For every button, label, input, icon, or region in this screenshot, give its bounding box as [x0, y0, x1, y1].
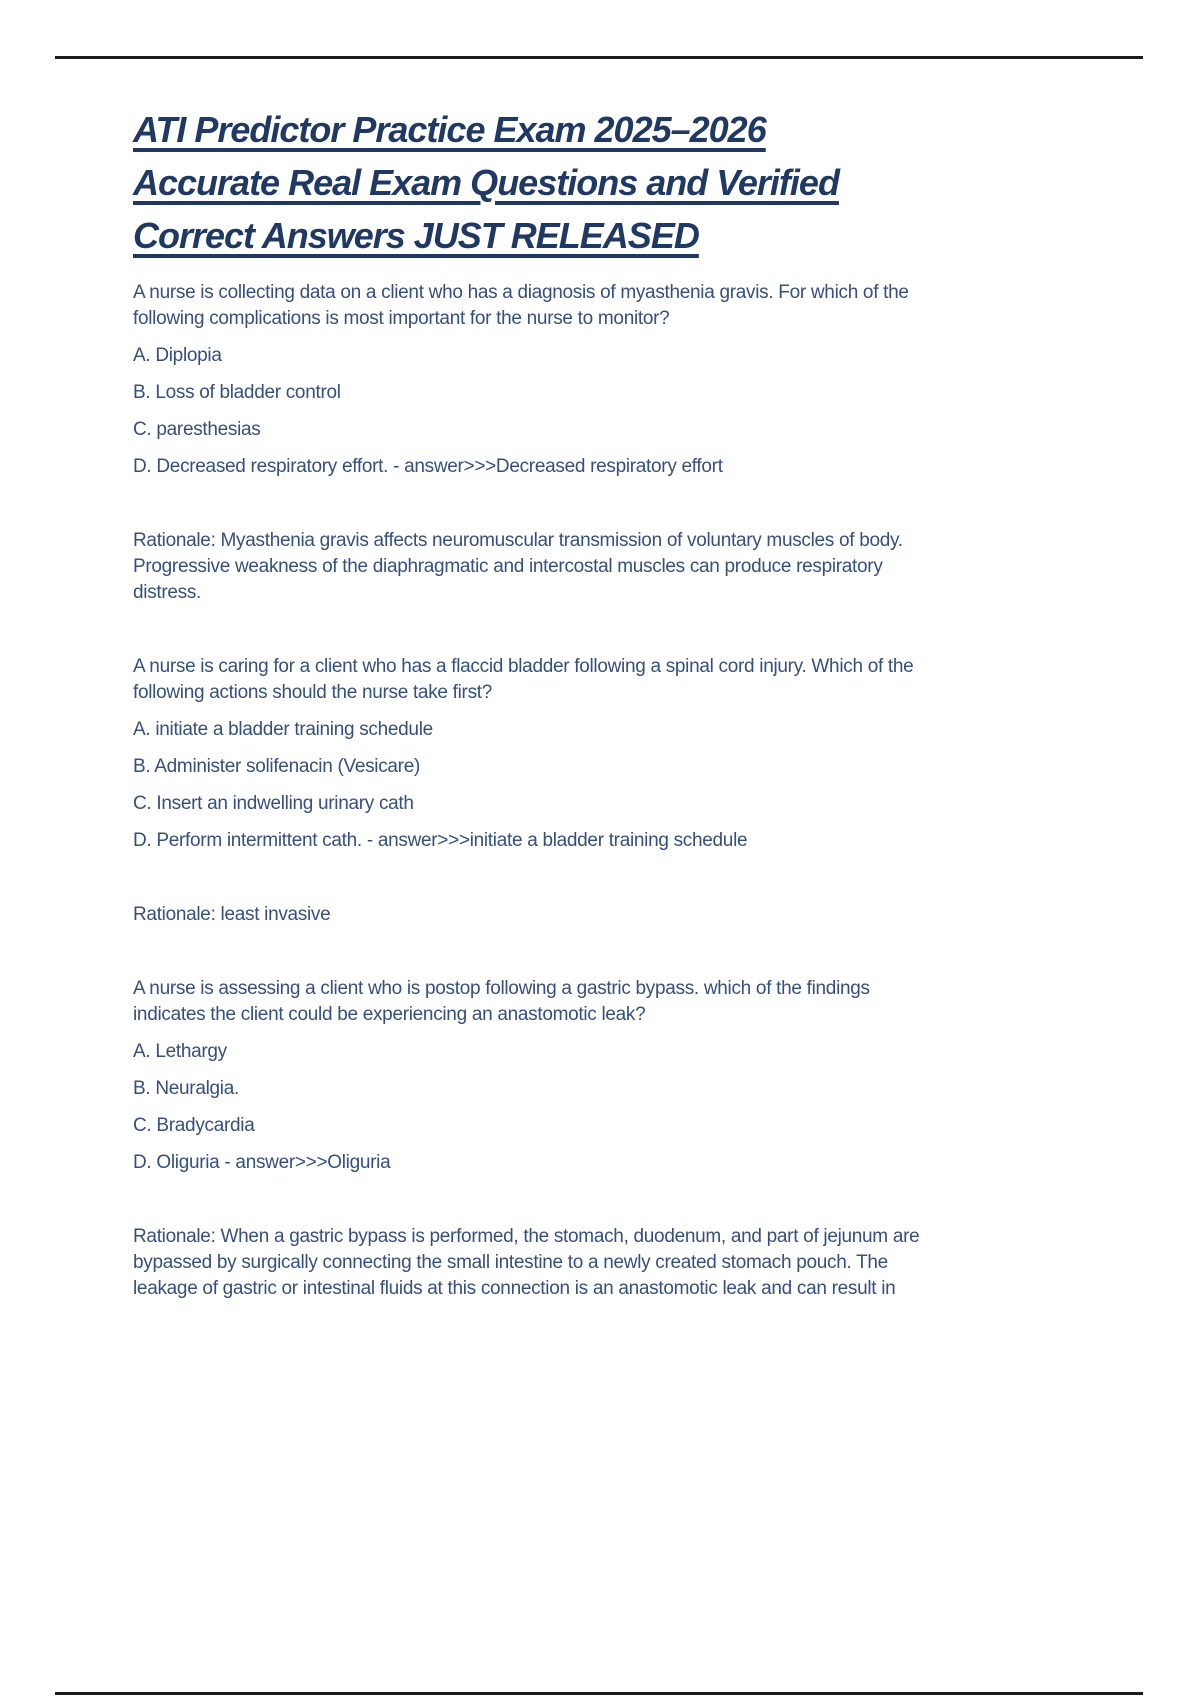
section-spacer — [133, 617, 945, 654]
question-3-option-a: A. Lethargy — [133, 1041, 227, 1062]
question-1-option-d: D. Decreased respiratory effort. - answer>>>Decreased respiratory effort — [133, 456, 723, 477]
question-block-3 — [133, 976, 945, 1302]
question-2-option-d: D. Perform intermittent cath. - answer>>>initiate a bladder training schedule — [133, 830, 748, 851]
question-1-rationale: Rationale: Myasthenia gravis affects neuromuscular transmission of voluntary muscles of body. Progressive weakness of the diaphragmatic and intercostal muscles can produce respiratory distress. — [133, 530, 903, 603]
question-1-option-c: C. paresthesias — [133, 419, 261, 440]
question-3-rationale: Rationale: When a gastric bypass is performed, the stomach, duodenum, and part of jejunum are bypassed by surgically connecting the small intestine to a newly created stomach pouch. The leakage of gastric or intestinal fluids at this connection is an anastomotic leak and can result in — [133, 1226, 920, 1299]
question-1-option-b: B. Loss of bladder control — [133, 382, 341, 403]
question-3-option-c: C. Bradycardia — [133, 1115, 255, 1136]
title-line-3: Correct Answers JUST RELEASED — [133, 215, 699, 256]
question-2-option-c: C. Insert an indwelling urinary cath — [133, 793, 414, 814]
page-content — [133, 103, 945, 1313]
question-block-1 — [133, 280, 945, 654]
page-bottom-rule — [55, 1692, 1143, 1695]
question-2-option-b: B. Administer solifenacin (Vesicare) — [133, 756, 420, 777]
section-spacer — [133, 491, 945, 528]
question-1-option-a: A. Diplopia — [133, 345, 222, 366]
question-2-stem: A nurse is caring for a client who has a flaccid bladder following a spinal cord injury. Which of the following actions should the nurse take first? — [133, 656, 914, 703]
question-3-stem: A nurse is assessing a client who is postop following a gastric bypass. which of the findings indicates the client could be experiencing an anastomotic leak? — [133, 978, 870, 1025]
question-2-rationale: Rationale: least invasive — [133, 904, 331, 925]
question-1-stem: A nurse is collecting data on a client who has a diagnosis of myasthenia gravis. For which of the following complications is most important for the nurse to monitor? — [133, 282, 909, 329]
question-3-option-d: D. Oliguria - answer>>>Oliguria — [133, 1152, 391, 1173]
title-line-2: Accurate Real Exam Questions and Verified — [133, 162, 839, 203]
page-top-rule — [55, 56, 1143, 59]
section-spacer — [133, 865, 945, 902]
title-line-1: ATI Predictor Practice Exam 2025–2026 — [133, 109, 766, 150]
document-title — [133, 103, 945, 262]
question-block-2 — [133, 654, 945, 976]
section-spacer — [133, 939, 945, 976]
question-2-option-a: A. initiate a bladder training schedule — [133, 719, 433, 740]
section-spacer — [133, 1187, 945, 1224]
question-3-option-b: B. Neuralgia. — [133, 1078, 239, 1099]
